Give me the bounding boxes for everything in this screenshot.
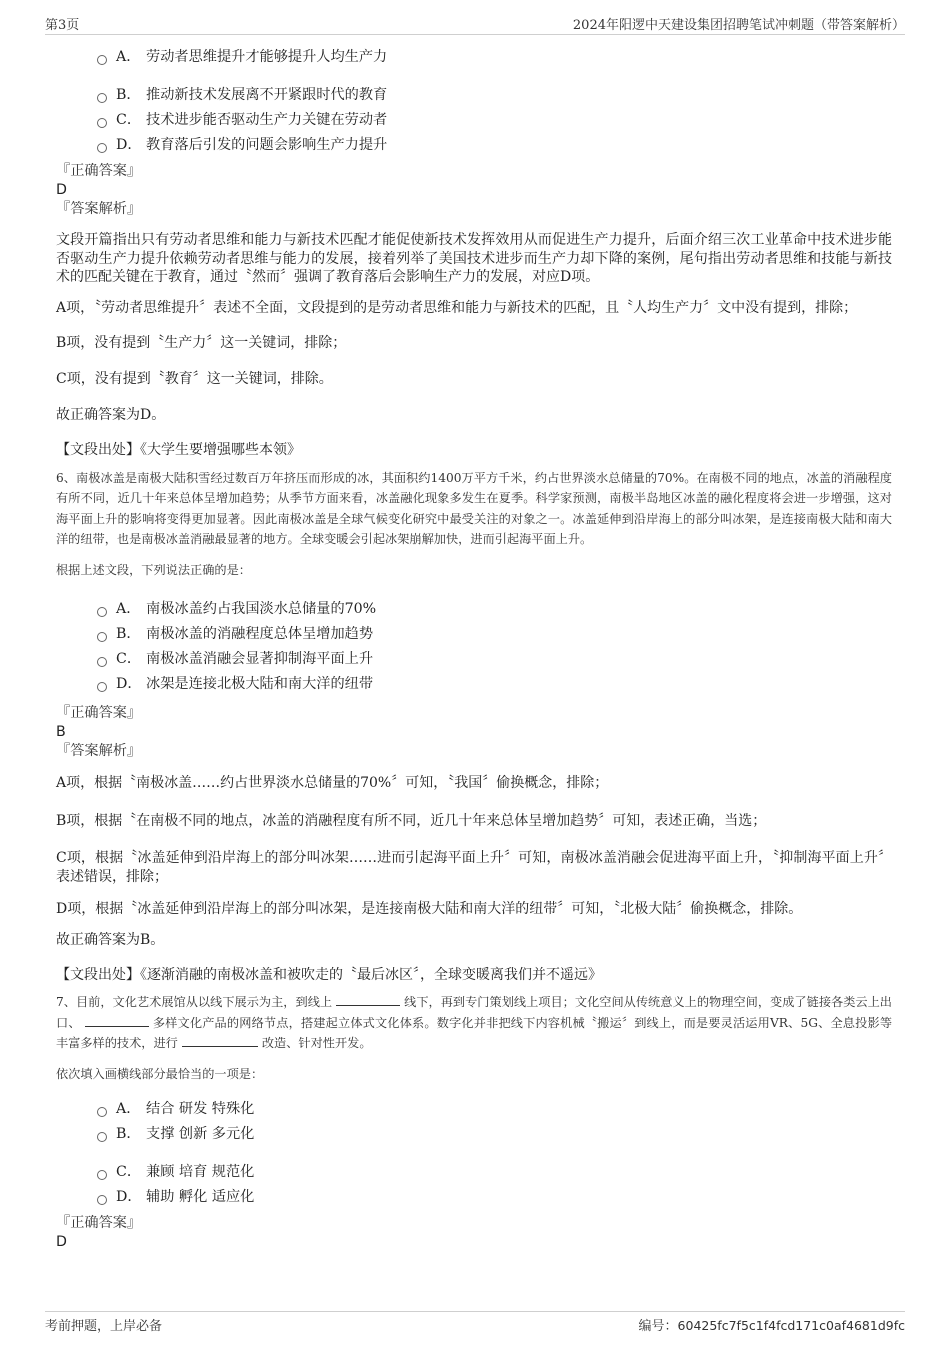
option-letter: A． (116, 601, 141, 618)
document-title: 2024年阳逻中天建设集团招聘笔试冲刺题（带答案解析） (572, 18, 905, 33)
option-letter: D． (116, 676, 142, 693)
q7-passage-part: 线下，再到专门策划线上项目；文化空间从传统意义上的物理空间，变成了链接各类云上出口、 (56, 995, 892, 1030)
radio-icon[interactable] (97, 1132, 107, 1142)
serial-number (639, 1315, 905, 1334)
radio-icon[interactable] (97, 1195, 107, 1205)
option-letter: A． (116, 49, 141, 65)
option-text: 南极冰盖消融会显著抑制海平面上升 (146, 651, 374, 668)
radio-icon[interactable] (97, 657, 107, 667)
source-citation: 【文段出处】《大学生要增强哪些本领》 (56, 442, 301, 459)
q6-analysis (56, 774, 892, 984)
page-footer (45, 1311, 905, 1334)
q7-passage-part: 多样文化产品的网络节点，搭建起立体式文化体系。数字化并非把线下内容机械〝搬运〞到线上，而是要灵活运用VR、5G、全息投影等丰富多样的技术，进行 (56, 1015, 892, 1051)
q5-options (56, 38, 892, 158)
source-citation: 【文段出处】《逐渐消融的南极冰盖和被吹走的〝最后冰区〞，全球变暖离我们并不遥远》 (56, 966, 602, 983)
fill-blank-1[interactable] (336, 993, 400, 1006)
q7-options (56, 1084, 892, 1210)
radio-icon[interactable] (97, 1107, 107, 1117)
analysis-paragraph: B项，根据〝在南极不同的地点，冰盖的消融程度有所不同，近几十年来总体呈增加趋势〞可知，表述正确，当选； (56, 812, 767, 829)
option-text: 南极冰盖的消融程度总体呈增加趋势 (146, 626, 374, 643)
analysis-paragraph: C项，没有提到〝教育〞这一关键词，排除。 (56, 370, 333, 387)
analysis-paragraph: A项，根据〝南极冰盖……约占世界淡水总储量的70%〞可知，〝我国〞偷换概念，排除； (56, 775, 609, 792)
q7-question: 依次填入画横线部分最恰当的一项是： (56, 1066, 264, 1081)
q7-passage-part: 7、目前，文化艺术展馆从以线下展示为主，到线上 (56, 995, 333, 1010)
fill-blank-2[interactable] (85, 1014, 149, 1027)
q6-passage: 6、南极冰盖是南极大陆积雪经过数百万年挤压而形成的冰，其面积约1400万平方千米，约占世界淡水总储量的70%。在南极不同的地点，冰盖的消融程度有所不同，近几十年来总体呈增加趋势；从季节方面来看，冰盖融化现象多发生在夏季。科学家预测，南极半岛地区冰盖的融化程度将会进一步增强，这对海平面上升的影响将变得更加显著。因此南极冰盖是全球气候变化研究中最受关注的对象之一。冰盖延伸到沿岸海上的部分叫冰架，是连接南极大陆和南大洋的纽带，也是南极冰盖消融最显著的地方。全球变暖会引起冰架崩解加快，进而引起海平面上升。 (56, 470, 892, 547)
option-text: 南极冰盖约占我国淡水总储量的70% (146, 601, 377, 618)
q6-option-a[interactable] (97, 597, 892, 622)
page-number: 第3页 (45, 18, 80, 33)
option-text: 技术进步能否驱动生产力关键在劳动者 (146, 112, 388, 128)
option-text: 推动新技术发展离不开紧跟时代的教育 (146, 87, 388, 103)
analysis-paragraph: 故正确答案为D。 (56, 406, 166, 423)
option-letter: A． (116, 1101, 141, 1118)
q7-option-d[interactable] (97, 1185, 892, 1210)
serial-value: 60425fc7f5c1f4fcd171c0af4681d9fc (677, 1318, 905, 1333)
q5-option-d[interactable] (97, 133, 892, 158)
option-text: 结合 研发 特殊化 (146, 1101, 255, 1118)
q7-passage (56, 992, 892, 1054)
q7-passage-part: 改造、针对性开发。 (261, 1036, 372, 1051)
q6-options (56, 580, 892, 697)
radio-icon[interactable] (97, 93, 107, 103)
correct-answer-label: 『正确答案』 (56, 705, 142, 722)
q5-answer: D (56, 182, 67, 198)
radio-icon[interactable] (97, 632, 107, 642)
option-letter: B． (116, 87, 141, 103)
option-letter: C． (116, 1164, 142, 1181)
option-letter: C． (116, 112, 142, 128)
q7-option-c[interactable] (97, 1160, 892, 1185)
footer-slogan: 考前押题，上岸必备 (45, 1319, 163, 1334)
radio-icon[interactable] (97, 55, 107, 65)
page-header (45, 14, 905, 35)
analysis-paragraph: C项，根据〝冰盖延伸到沿岸海上的部分叫冰架……进而引起海平面上升〞可知，南极冰盖消融会促进海平面上升，〝抑制海平面上升〞表述错误，排除； (56, 850, 892, 886)
analysis-paragraph: B项，没有提到〝生产力〞这一关键词，排除； (56, 335, 347, 352)
q6-option-c[interactable] (97, 647, 892, 672)
option-text: 冰架是连接北极大陆和南大洋的纽带 (146, 676, 374, 693)
analysis-paragraph: 文段开篇指出只有劳动者思维和能力与新技术匹配才能促使新技术发挥效用从而促进生产力提升，后面介绍三次工业革命中技术进步能否驱动生产力提升依赖劳动者思维与能力的发展，接着列举了美国技术进步而生产力却下降的案例，尾句指出劳动者思维和技能与新技术的匹配关键在于教育，通过〝然而〞强调了教育落后会影响生产力的发展，对应D项。 (56, 232, 892, 286)
q6-option-d[interactable] (97, 672, 892, 697)
correct-answer-label: 『正确答案』 (56, 163, 142, 179)
q6-option-b[interactable] (97, 622, 892, 647)
analysis-paragraph: A项，〝劳动者思维提升〞表述不全面，文段提到的是劳动者思维和能力与新技术的匹配，且〝人均生产力〞文中没有提到，排除； (56, 299, 858, 316)
radio-icon[interactable] (97, 682, 107, 692)
q7-option-b[interactable] (97, 1122, 892, 1147)
option-letter: B． (116, 1126, 141, 1143)
q5-option-a[interactable] (97, 45, 892, 70)
analysis-label: 『答案解析』 (56, 743, 142, 760)
analysis-paragraph: D项，根据〝冰盖延伸到沿岸海上的部分叫冰架，是连接南极大陆和南大洋的纽带〞可知，〝北极大陆〞偷换概念，排除。 (56, 900, 803, 917)
option-letter: D． (116, 137, 142, 153)
fill-blank-3[interactable] (182, 1034, 258, 1047)
radio-icon[interactable] (97, 143, 107, 153)
q5-analysis (56, 231, 892, 460)
option-text: 兼顾 培育 规范化 (146, 1164, 255, 1181)
q6-answer: B (56, 724, 66, 741)
analysis-paragraph: 故正确答案为B。 (56, 932, 165, 949)
q7-option-a[interactable] (97, 1097, 892, 1122)
option-letter: C． (116, 651, 142, 668)
radio-icon[interactable] (97, 607, 107, 617)
q5-option-c[interactable] (97, 108, 892, 133)
q7-answer: D (56, 1234, 67, 1251)
option-text: 辅助 孵化 适应化 (146, 1189, 255, 1206)
radio-icon[interactable] (97, 118, 107, 128)
option-text: 劳动者思维提升才能够提升人均生产力 (146, 49, 388, 65)
option-letter: D． (116, 1189, 142, 1206)
correct-answer-label: 『正确答案』 (56, 1215, 142, 1232)
radio-icon[interactable] (97, 1170, 107, 1180)
option-text: 教育落后引发的问题会影响生产力提升 (146, 137, 388, 153)
q6-question: 根据上述文段，下列说法正确的是： (56, 562, 251, 577)
q5-option-b[interactable] (97, 83, 892, 108)
option-letter: B． (116, 626, 141, 643)
analysis-label: 『答案解析』 (56, 201, 142, 217)
option-text: 支撑 创新 多元化 (146, 1126, 255, 1143)
page-content (56, 38, 892, 1252)
serial-label: 编号： (638, 1319, 678, 1334)
